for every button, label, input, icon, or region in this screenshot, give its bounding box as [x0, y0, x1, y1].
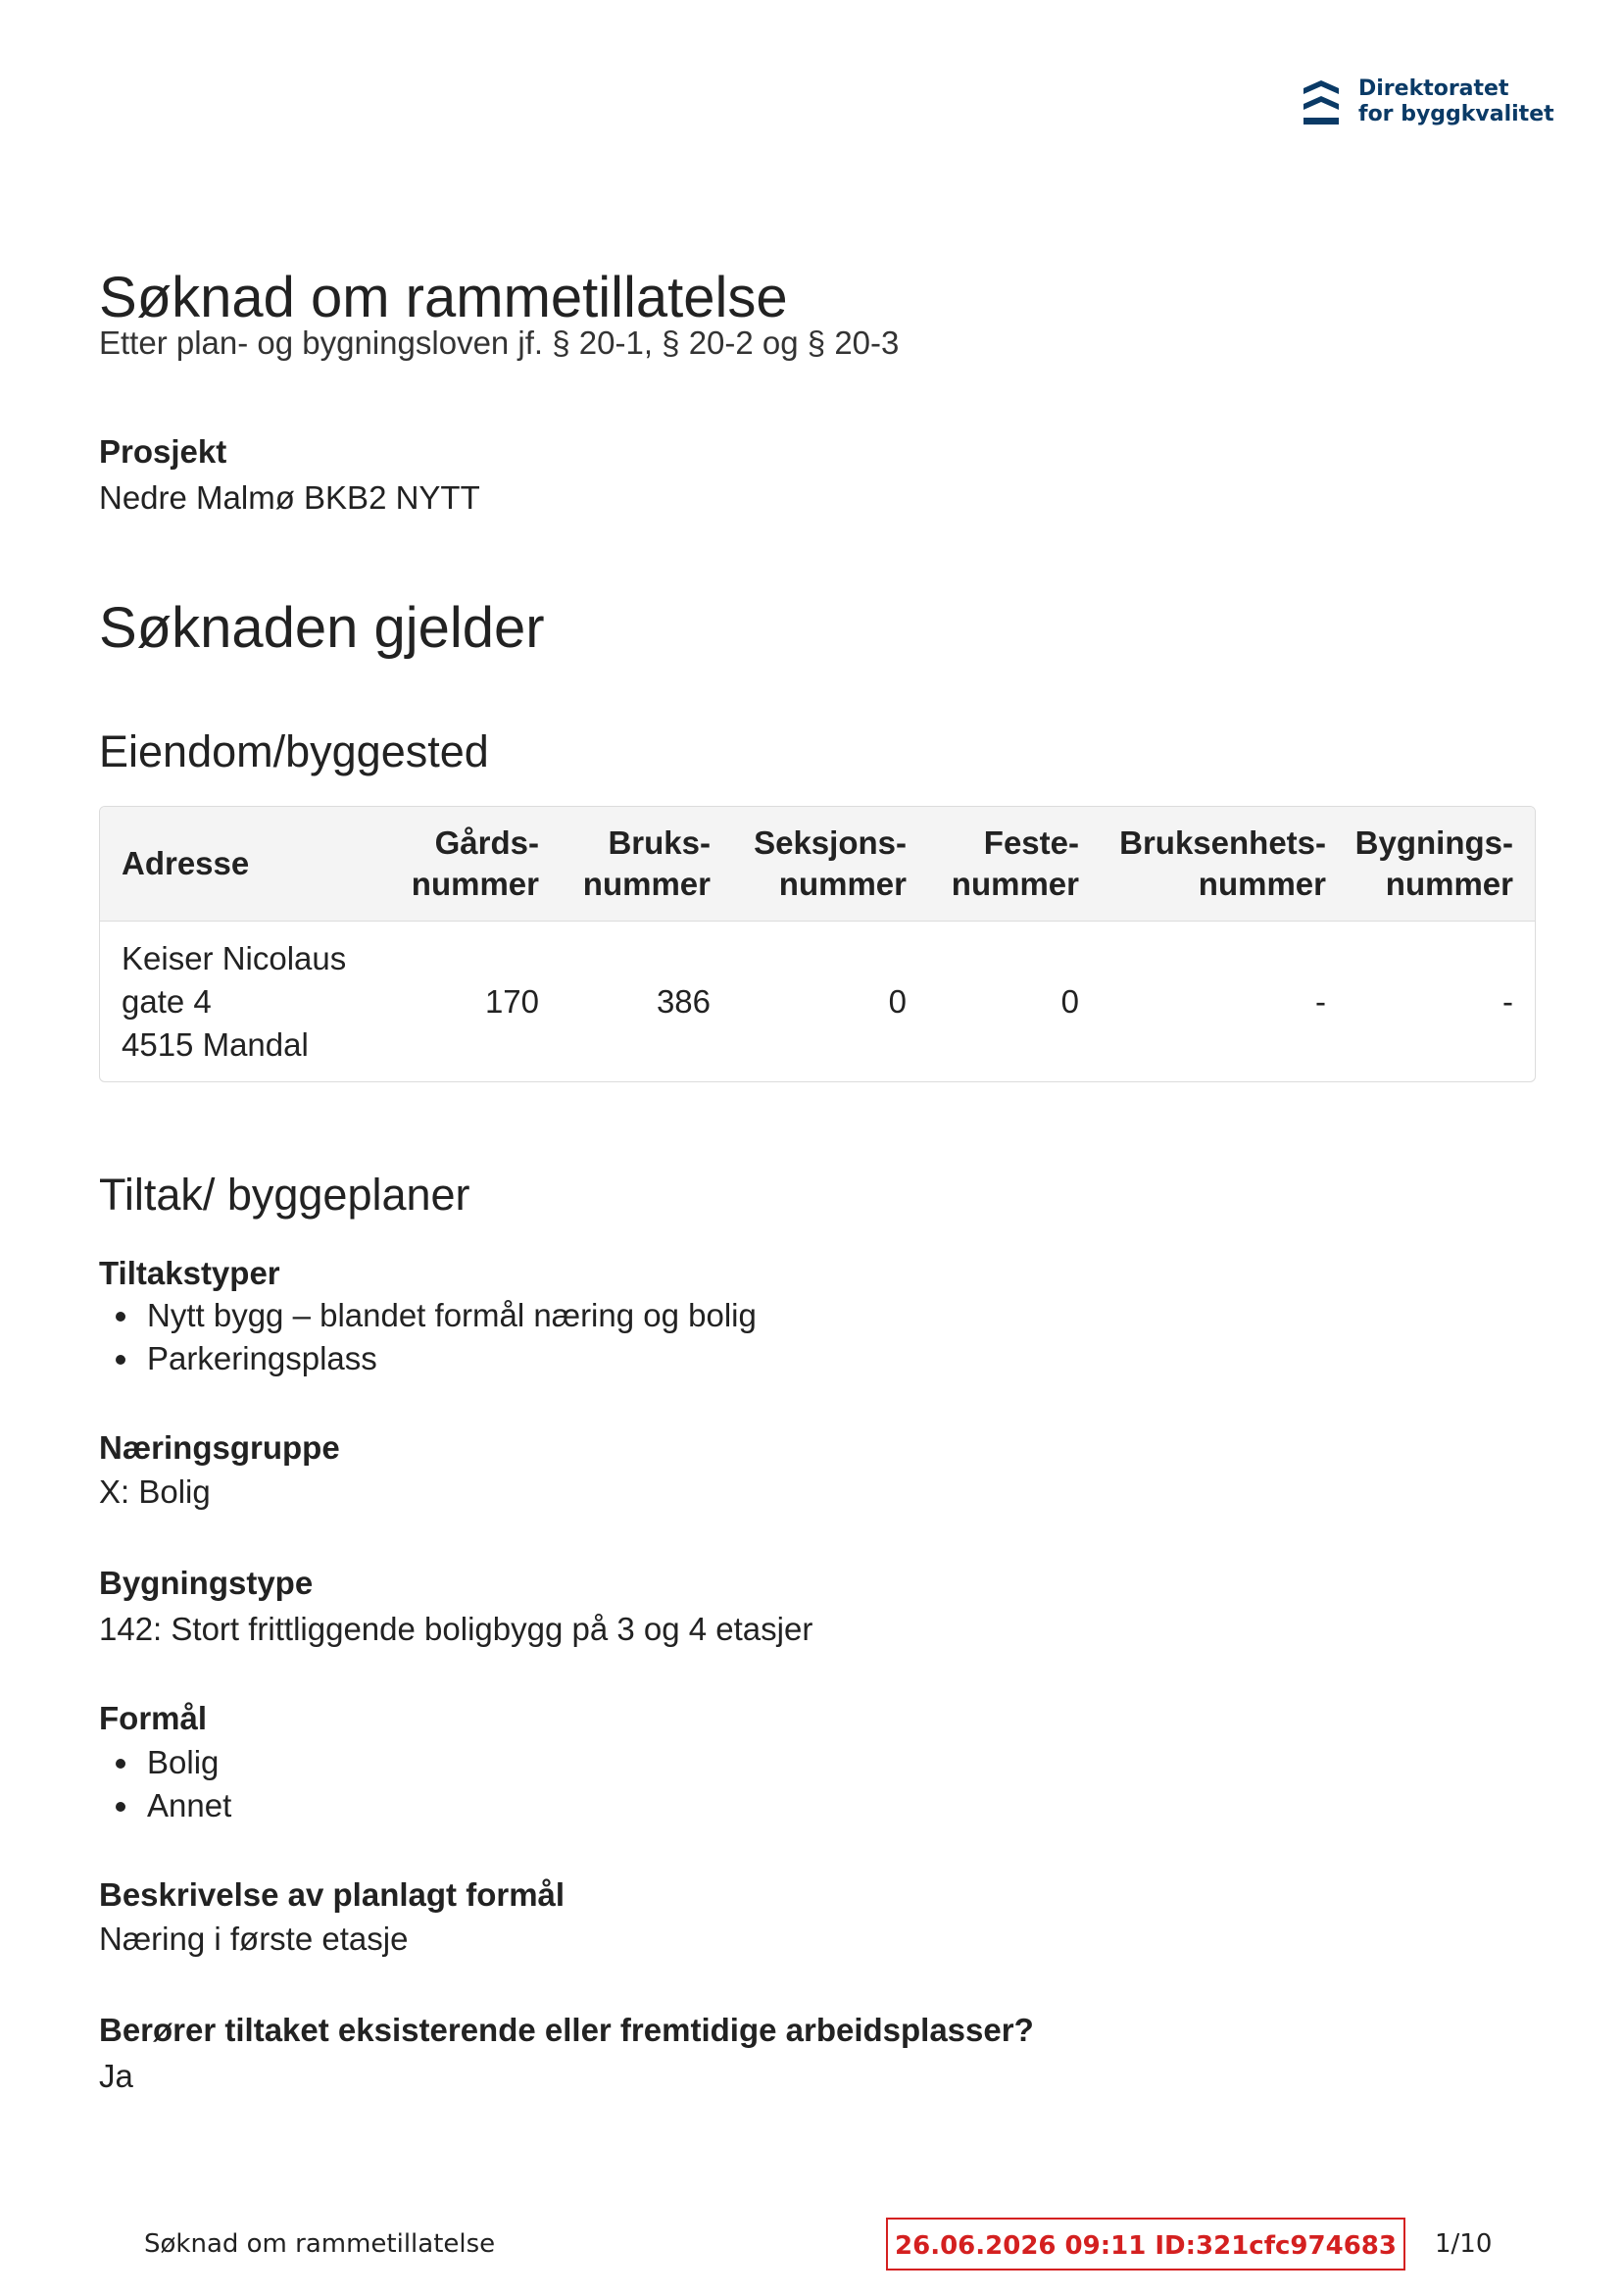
- tiltak-heading: Tiltak/ byggeplaner: [99, 1170, 470, 1220]
- formal-label: Formål: [99, 1700, 208, 1736]
- property-heading: Eiendom/byggested: [99, 726, 489, 776]
- arbeidsplasser-value: Ja: [99, 2058, 133, 2094]
- list-item: Nytt bygg – blandet formål næring og bolig: [99, 1294, 757, 1337]
- column-header-gardsnummer: Gårds- nummer: [411, 824, 539, 902]
- table-row: [100, 921, 1535, 1082]
- section-heading: Søknaden gjelder: [99, 596, 545, 660]
- column-header-bygningsnummer: Bygnings- nummer: [1354, 824, 1513, 902]
- cell-festenummer: 0: [1060, 982, 1079, 1020]
- page-title: Søknad om rammetillatelse: [99, 266, 788, 329]
- tiltakstyper-label: Tiltakstyper: [99, 1255, 280, 1291]
- bygningstype-value: 142: Stort frittliggende boligbygg på 3 og 4 etasjer: [99, 1611, 813, 1647]
- beskrivelse-value: Næring i første etasje: [99, 1921, 409, 1957]
- logo-chevron-icon: [1302, 78, 1341, 129]
- naeringsgruppe-value: X: Bolig: [99, 1473, 211, 1510]
- bygningstype-label: Bygningstype: [99, 1565, 314, 1601]
- column-header-bruksnummer: Bruks- nummer: [582, 824, 711, 902]
- naeringsgruppe-label: Næringsgruppe: [99, 1429, 340, 1466]
- tiltakstyper-list: [99, 1294, 757, 1380]
- list-item: Annet: [99, 1784, 231, 1827]
- cell-bygningsnummer: -: [1502, 982, 1513, 1020]
- organization-logo: [1302, 76, 1554, 129]
- column-header-bruksenhetsnummer: Bruksenhets- nummer: [1119, 824, 1326, 902]
- page-number: 1/10: [1435, 2229, 1493, 2259]
- column-header-festenummer: Feste- nummer: [951, 824, 1079, 902]
- cell-bruksnummer: 386: [656, 982, 711, 1020]
- page-subtitle: Etter plan- og bygningsloven jf. § 20-1, § 20-2 og § 20-3: [99, 324, 900, 361]
- logo-line-2: for byggkvalitet: [1358, 102, 1554, 126]
- column-header-adresse: Adresse: [122, 844, 250, 881]
- arbeidsplasser-label: Berører tiltaket eksisterende eller fremtidige arbeidsplasser?: [99, 2012, 1034, 2048]
- property-table: [99, 806, 1536, 1082]
- cell-seksjonsnummer: 0: [888, 982, 907, 1020]
- footer-title: Søknad om rammetillatelse: [144, 2229, 496, 2259]
- formal-list: [99, 1741, 231, 1827]
- logo-text: [1358, 76, 1554, 127]
- cell-gardsnummer: 170: [484, 982, 539, 1020]
- footer-timestamp-stamp: 26.06.2026 09:11 ID:321cfc974683: [886, 2218, 1405, 2271]
- project-value: Nedre Malmø BKB2 NYTT: [99, 479, 480, 516]
- beskrivelse-label: Beskrivelse av planlagt formål: [99, 1876, 566, 1913]
- cell-address: Keiser Nicolaus gate 4 4515 Mandal: [122, 939, 347, 1063]
- page-footer: [0, 2218, 1623, 2276]
- logo-line-1: Direktoratet: [1358, 76, 1509, 101]
- list-item: Parkeringsplass: [99, 1337, 757, 1380]
- table-header-row: [100, 807, 1535, 921]
- column-header-seksjonsnummer: Seksjons- nummer: [754, 824, 907, 902]
- project-label: Prosjekt: [99, 433, 227, 470]
- cell-bruksenhetsnummer: -: [1315, 982, 1326, 1020]
- list-item: Bolig: [99, 1741, 231, 1784]
